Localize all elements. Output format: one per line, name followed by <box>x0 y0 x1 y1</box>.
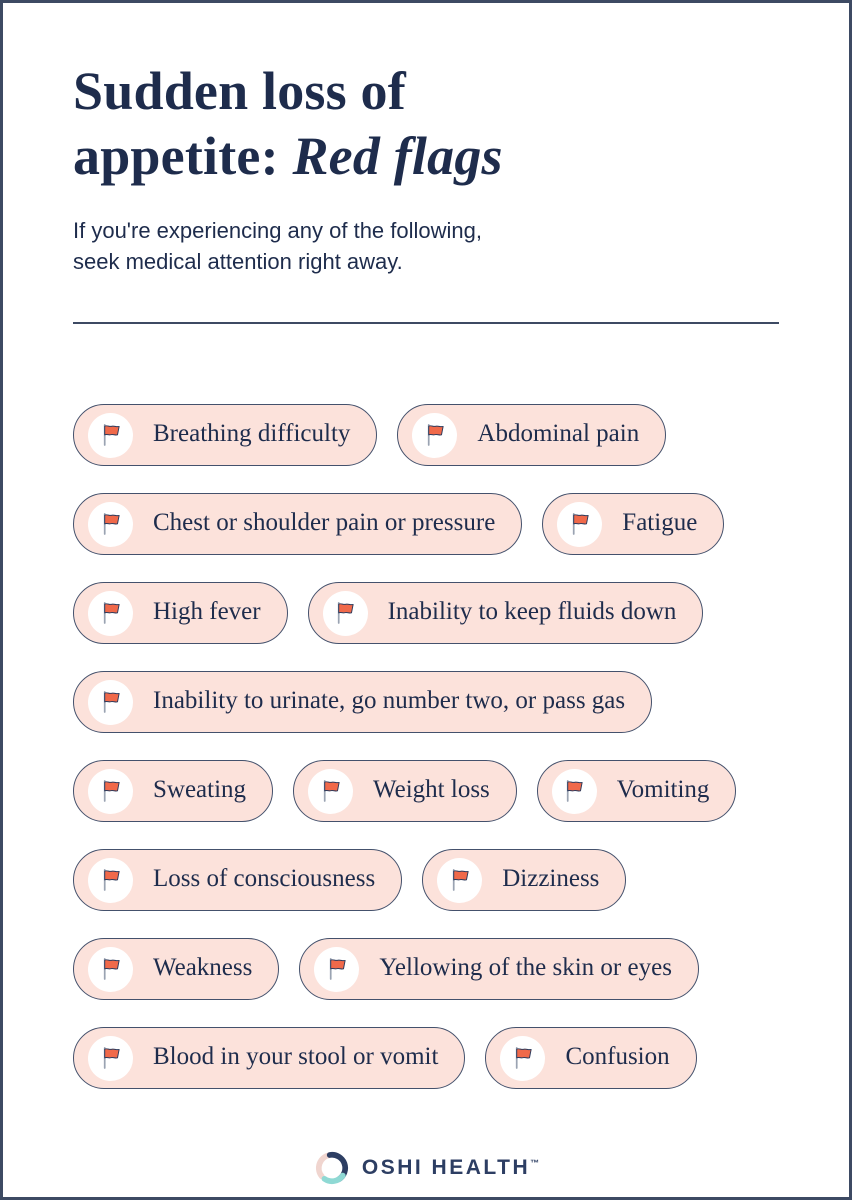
page <box>3 59 849 1187</box>
red-flag-icon <box>323 591 368 636</box>
divider <box>73 322 779 324</box>
symptom-label: Confusion <box>565 1043 670 1071</box>
symptom-label: Vomiting <box>616 776 710 804</box>
symptom-pill <box>485 1027 696 1089</box>
red-flag-icon <box>88 1036 133 1081</box>
symptom-label: Inability to keep fluids down <box>387 598 677 626</box>
symptom-label: Loss of consciousness <box>153 865 376 893</box>
symptom-pill <box>293 760 517 822</box>
red-flag-icon <box>500 1036 545 1081</box>
symptom-label: Inability to urinate, go number two, or pass gas <box>153 687 626 715</box>
title-line-1: Sudden loss of <box>73 61 406 121</box>
symptom-row <box>73 849 779 911</box>
title-italic: Red flags <box>292 125 503 186</box>
title-line-2: appetite: Red flags <box>73 125 503 186</box>
symptom-pill <box>542 493 724 555</box>
footer <box>73 1149 779 1187</box>
symptom-row <box>73 760 779 822</box>
red-flag-icon <box>88 591 133 636</box>
red-flag-icon <box>88 769 133 814</box>
symptom-label: Sweating <box>153 776 247 804</box>
symptom-pill <box>73 760 273 822</box>
red-flag-icon <box>88 858 133 903</box>
red-flag-icon <box>88 680 133 725</box>
symptom-label: Fatigue <box>622 509 698 537</box>
page-title <box>73 59 779 189</box>
symptom-label: Chest or shoulder pain or pressure <box>153 509 496 537</box>
symptom-pill <box>299 938 699 1000</box>
subtitle-line-1: If you're experiencing any of the following, <box>73 217 482 243</box>
red-flag-icon <box>308 769 353 814</box>
red-flag-icon <box>88 413 133 458</box>
symptom-label: Abdominal pain <box>477 420 640 448</box>
symptom-label: High fever <box>153 598 261 626</box>
red-flag-icon <box>437 858 482 903</box>
trademark-symbol: ™ <box>530 1158 540 1169</box>
symptom-label: Blood in your stool or vomit <box>153 1043 439 1071</box>
symptom-pill <box>73 1027 465 1089</box>
symptom-pill <box>308 582 704 644</box>
red-flag-icon <box>412 413 457 458</box>
red-flag-icon <box>88 502 133 547</box>
red-flag-icon <box>314 947 359 992</box>
symptom-row <box>73 404 779 466</box>
symptom-pill <box>73 938 279 1000</box>
symptom-row <box>73 493 779 555</box>
symptom-label: Weakness <box>153 954 253 982</box>
symptom-pill <box>397 404 666 466</box>
symptom-pill <box>73 671 652 733</box>
symptom-label: Breathing difficulty <box>153 420 351 448</box>
symptom-row <box>73 938 779 1000</box>
symptom-pill <box>537 760 737 822</box>
subtitle-line-2: seek medical attention right away. <box>73 249 403 275</box>
symptom-label: Weight loss <box>373 776 490 804</box>
oshi-health-logo-icon <box>313 1149 351 1187</box>
symptom-pill <box>422 849 626 911</box>
symptom-pill <box>73 582 288 644</box>
red-flag-icon <box>552 769 597 814</box>
symptom-row <box>73 671 779 733</box>
symptoms-list <box>73 404 779 1089</box>
red-flag-icon <box>557 502 602 547</box>
symptom-label: Yellowing of the skin or eyes <box>379 954 672 982</box>
symptom-row <box>73 582 779 644</box>
symptom-pill <box>73 849 402 911</box>
symptom-row <box>73 1027 779 1089</box>
subtitle <box>73 215 779 279</box>
symptom-pill <box>73 493 522 555</box>
oshi-health-logo-text: OSHI HEALTH™ <box>361 1156 540 1180</box>
symptom-label: Dizziness <box>502 865 600 893</box>
red-flag-icon <box>88 947 133 992</box>
symptom-pill <box>73 404 377 466</box>
